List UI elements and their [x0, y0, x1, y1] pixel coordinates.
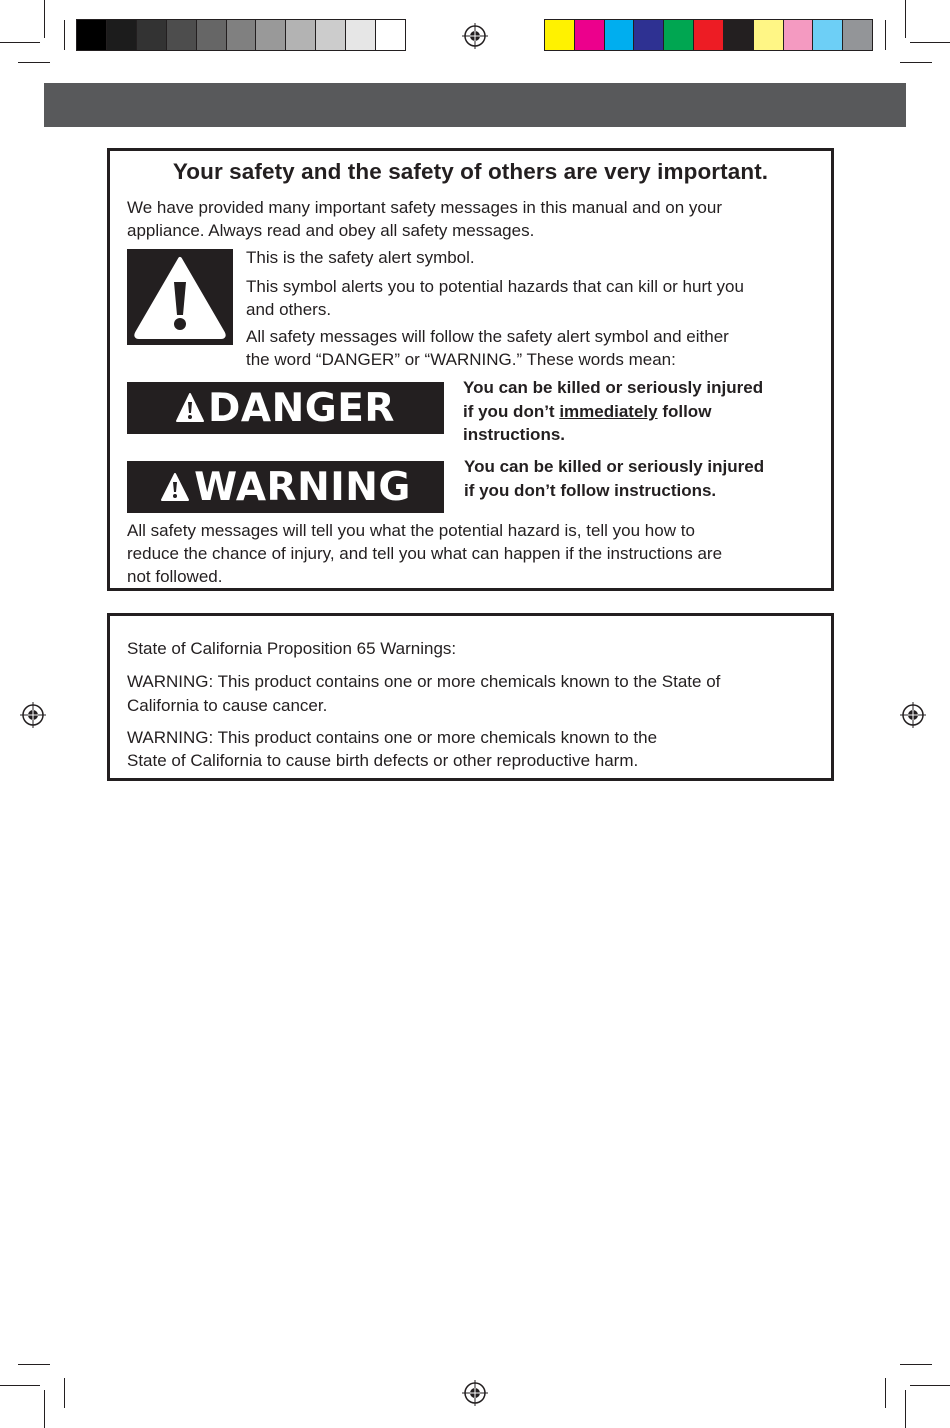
color-swatch	[784, 20, 814, 50]
danger-text-line-1: You can be killed or seriously injured	[463, 378, 764, 397]
color-swatch	[346, 20, 376, 50]
warning-triangle-icon	[176, 392, 204, 424]
color-swatch	[813, 20, 843, 50]
danger-text-post: follow	[657, 402, 712, 421]
symbol-description: This is the safety alert symbol.	[246, 248, 475, 267]
warning-triangle-icon	[127, 249, 233, 345]
color-swatch	[77, 20, 107, 50]
color-swatch	[843, 20, 872, 50]
prop65-warning-2-line-2: State of California to cause birth defects or other reproductive harm.	[127, 751, 639, 770]
danger-text-line-3: instructions.	[463, 425, 566, 444]
follow-line-1: All safety messages will follow the safety alert symbol and either	[246, 327, 729, 346]
prop65-heading: State of California Proposition 65 Warnings:	[127, 639, 457, 658]
alert-line-1: This symbol alerts you to potential hazards that can kill or hurt you	[246, 277, 744, 296]
color-swatch	[634, 20, 664, 50]
danger-text-line-2	[463, 400, 711, 424]
follow-line-2: the word “DANGER” or “WARNING.” These words mean:	[246, 350, 676, 369]
closing-line-1: All safety messages will tell you what the potential hazard is, tell you how to	[127, 521, 695, 540]
color-swatch	[605, 20, 635, 50]
color-swatch	[316, 20, 346, 50]
process-color-bar	[544, 19, 873, 51]
prop65-warning-1-line-2: California to cause cancer.	[127, 696, 328, 715]
safety-title: Your safety and the safety of others are very important.	[172, 159, 769, 184]
color-swatch	[724, 20, 754, 50]
prop65-box	[107, 613, 834, 781]
color-swatch	[167, 20, 197, 50]
color-swatch	[575, 20, 605, 50]
closing-line-2: reduce the chance of injury, and tell you what can happen if the instructions are	[127, 544, 723, 563]
header-band	[44, 83, 906, 127]
warning-triangle-icon	[160, 471, 190, 503]
prop65-warning-1-line-1: WARNING: This product contains one or more chemicals known to the State of	[127, 672, 721, 691]
color-swatch	[286, 20, 316, 50]
prop65-warning-2-line-1: WARNING: This product contains one or more chemicals known to the	[127, 728, 658, 747]
warning-text-line-2: if you don’t follow instructions.	[464, 481, 717, 500]
safety-box	[107, 148, 834, 591]
intro-line-1: We have provided many important safety messages in this manual and on your	[127, 198, 722, 217]
color-swatch	[545, 20, 575, 50]
alert-line-2: and others.	[246, 300, 332, 319]
registration-mark-icon	[900, 702, 926, 728]
registration-mark-icon	[462, 1380, 488, 1406]
color-swatch	[107, 20, 137, 50]
color-swatch	[664, 20, 694, 50]
color-swatch	[137, 20, 167, 50]
color-swatch	[256, 20, 286, 50]
warning-label	[127, 461, 444, 513]
intro-line-2: appliance. Always read and obey all safety messages.	[127, 221, 535, 240]
grayscale-color-bar	[76, 19, 406, 51]
safety-alert-symbol	[127, 249, 233, 345]
color-swatch	[754, 20, 784, 50]
warning-word: WARNING	[194, 464, 411, 510]
danger-text-pre: if you don’t	[463, 402, 560, 421]
danger-word: DANGER	[208, 385, 395, 431]
closing-line-3: not followed.	[127, 567, 223, 586]
danger-text-underlined: immediately	[559, 402, 658, 421]
color-swatch	[376, 20, 405, 50]
warning-text-line-1: You can be killed or seriously injured	[464, 457, 765, 476]
color-swatch	[197, 20, 227, 50]
registration-mark-icon	[462, 23, 488, 49]
danger-label	[127, 382, 444, 434]
color-swatch	[227, 20, 257, 50]
color-swatch	[694, 20, 724, 50]
registration-mark-icon	[20, 702, 46, 728]
